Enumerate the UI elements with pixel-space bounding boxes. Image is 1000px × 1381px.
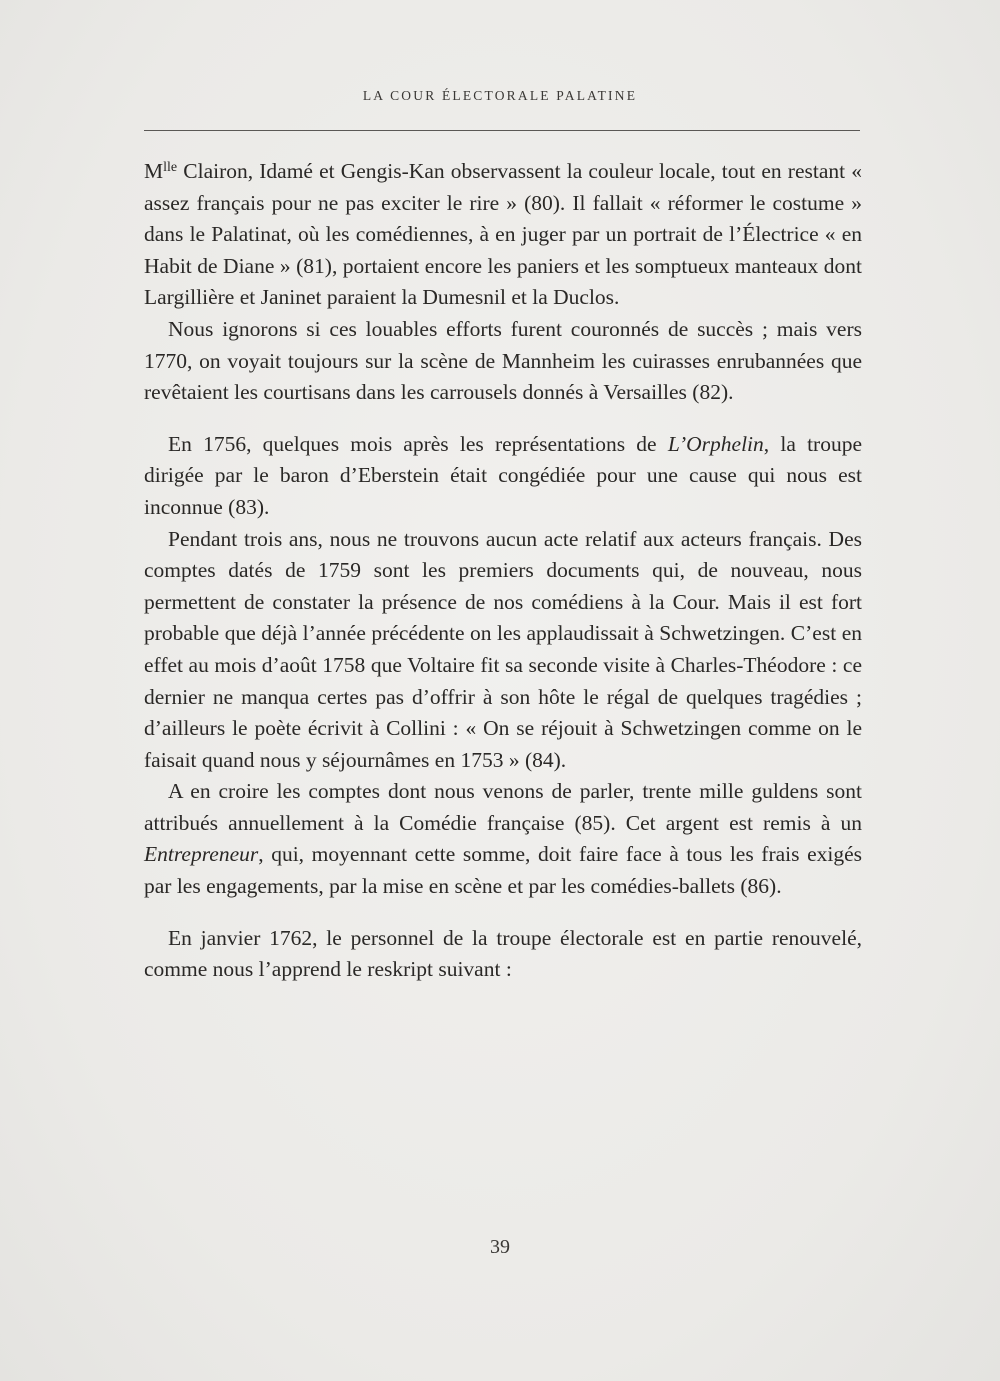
paragraph-3 bbox=[144, 429, 862, 524]
running-head: LA COUR ÉLECTORALE PALATINE bbox=[362, 88, 638, 103]
paragraph-5-after: , qui, moyennant cette somme, doit faire face à tous les frais exigés par les engagements, par la mise en scène et par les comédies-ballets (86). bbox=[144, 842, 862, 899]
paragraph-5-before: A en croire les comptes dont nous venons de parler, trente mille guldens sont attribués annuellement à la Comédie française (85). Cet argent est remis à un bbox=[144, 779, 862, 835]
header-rule bbox=[144, 130, 860, 131]
paragraph-1-text: Clairon, Idamé et Gengis-Kan observassent la couleur locale, tout en restant « assez français pour ne pas exciter le rire » (80). Il fallait « réformer le costume » dans le Palatinat, où les comédiennes, à en juger par un portrait de l’Électrice « en Habit de Diane » (81), portaient encore les paniers et les somptueux manteaux dont Largillière et Janinet paraient la Dumesnil et la Duclos. bbox=[144, 159, 862, 310]
paragraph-5 bbox=[144, 776, 862, 902]
paragraph-4: Pendant trois ans, nous ne trouvons aucun acte relatif aux acteurs français. Des comptes datés de 1759 sont les premiers documents qui, de nouveau, nous permettent de constater la présence de nos comédiens à la Cour. Mais il est fort probable que déjà l’année précédente on les applaudissait à Schwetzingen. C’est en effet au mois d’août 1758 que Voltaire fit sa seconde visite à Charles-Théodore : ce dernier ne manqua certes pas d’offrir à son hôte le régal de quelques tragédies ; d’ailleurs le poète écrivit à Collini : « On se réjouit à Schwetzingen comme on le faisait quand nous y séjournâmes en 1753 » (84). bbox=[144, 526, 862, 772]
superscript-lle: lle bbox=[163, 160, 178, 175]
page-number: 39 bbox=[490, 1236, 510, 1258]
paragraph-1-lead: M bbox=[144, 159, 164, 183]
italic-entrepreneur: Entrepreneur bbox=[144, 842, 259, 867]
body-text bbox=[144, 152, 862, 986]
paragraph-1 bbox=[144, 152, 862, 314]
paragraph-3-after: , la troupe dirigée par le baron d’Eberstein était congédiée pour une cause qui nous est inconnue (83). bbox=[144, 431, 862, 519]
paragraph-3-before: En 1756, quelques mois après les représentations de bbox=[168, 431, 668, 456]
paragraph-2: Nous ignorons si ces louables efforts furent couronnés de succès ; mais vers 1770, on voyait toujours sur la scène de Mannheim les cuirasses enrubannées que revêtaient les courtisans dans les carrousels donnés à Versailles (82). bbox=[144, 316, 862, 405]
paragraph-6: En janvier 1762, le personnel de la troupe électorale est en partie renouvelé, comme nous l’apprend le reskript suivant : bbox=[144, 925, 862, 982]
italic-title-orphelin: L’Orphelin bbox=[667, 431, 764, 456]
